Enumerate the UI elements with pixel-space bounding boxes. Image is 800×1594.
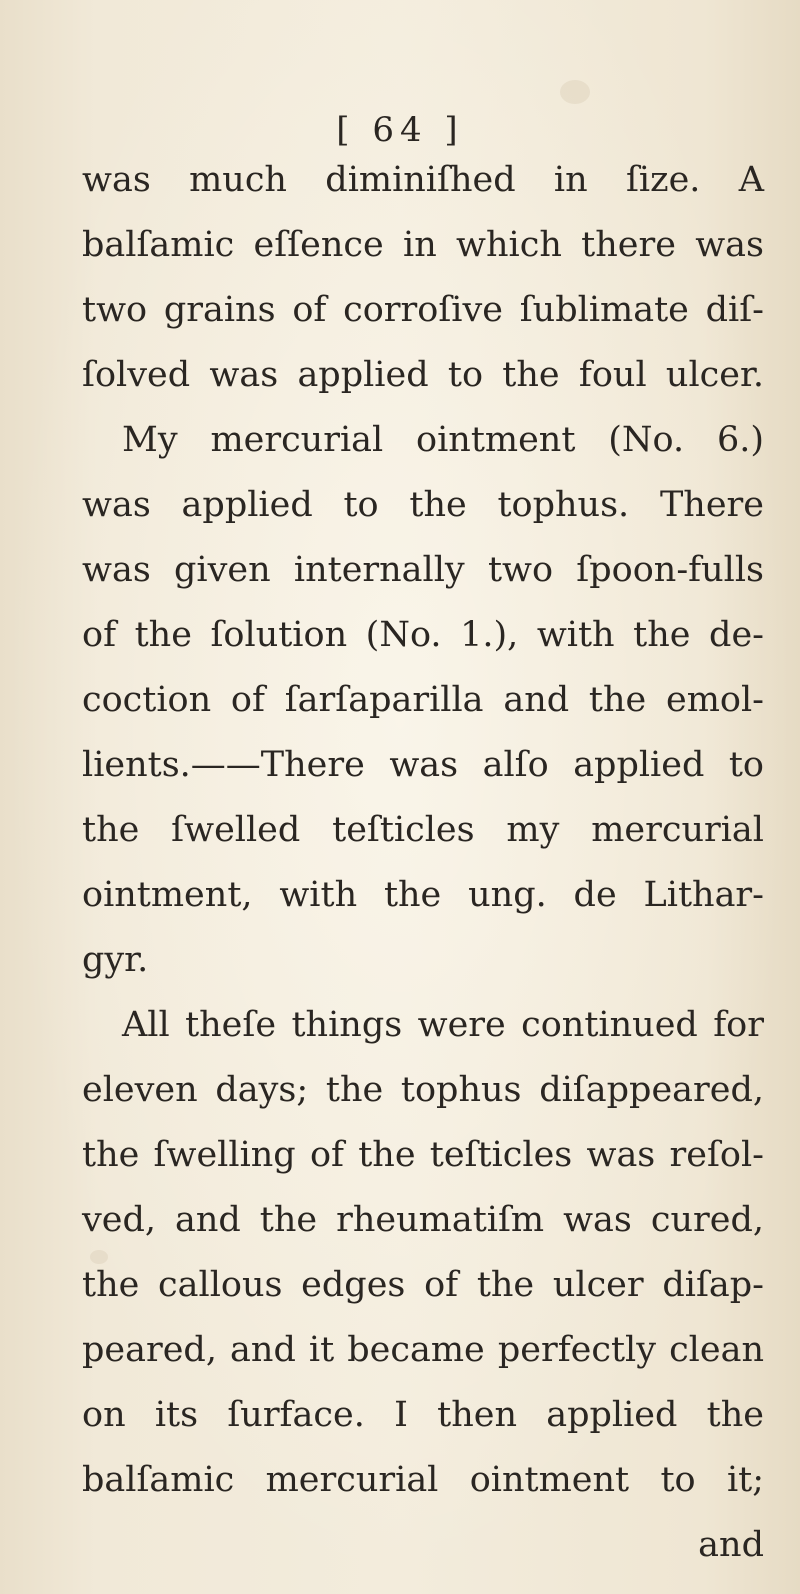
text-line: two grains of corroſive ſublimate diſ- — [82, 290, 764, 330]
text-line: on its ſurface. I then applied the — [82, 1395, 764, 1435]
text-line: balſamic eſſence in which there was — [82, 225, 764, 265]
catchword: and — [698, 1525, 764, 1565]
text-line: of the ſolution (No. 1.), with the de- — [82, 615, 764, 655]
text-line: the callous edges of the ulcer diſap- — [82, 1265, 764, 1305]
text-line: ſolved was applied to the foul ulcer. — [82, 355, 764, 395]
text-line: was given internally two ſpoon-fulls — [82, 550, 764, 590]
text-line: All theſe things were continued for — [122, 1005, 764, 1045]
text-line: was much diminiſhed in ſize. A — [82, 160, 764, 200]
page-number: [ 64 ] — [336, 110, 464, 150]
text-line: balſamic mercurial ointment to it; — [82, 1460, 764, 1500]
text-line: was applied to the tophus. There — [82, 485, 764, 525]
text-line: peared, and it became perfectly clean — [82, 1330, 764, 1370]
text-line: lients.——There was alſo applied to — [82, 745, 764, 785]
body-text — [82, 148, 764, 1578]
text-line: My mercurial ointment (No. 6.) — [122, 420, 764, 460]
text-line: ointment, with the ung. de Lithar- — [82, 875, 764, 915]
text-line: eleven days; the tophus diſappeared, — [82, 1070, 764, 1110]
text-line: ved, and the rheumatiſm was cured, — [82, 1200, 764, 1240]
text-line: coction of ſarſaparilla and the emol- — [82, 680, 764, 720]
text-line: gyr. — [82, 940, 149, 980]
text-line: the ſwelled teſticles my mercurial — [82, 810, 764, 850]
text-line: the ſwelling of the teſticles was reſol- — [82, 1135, 764, 1175]
